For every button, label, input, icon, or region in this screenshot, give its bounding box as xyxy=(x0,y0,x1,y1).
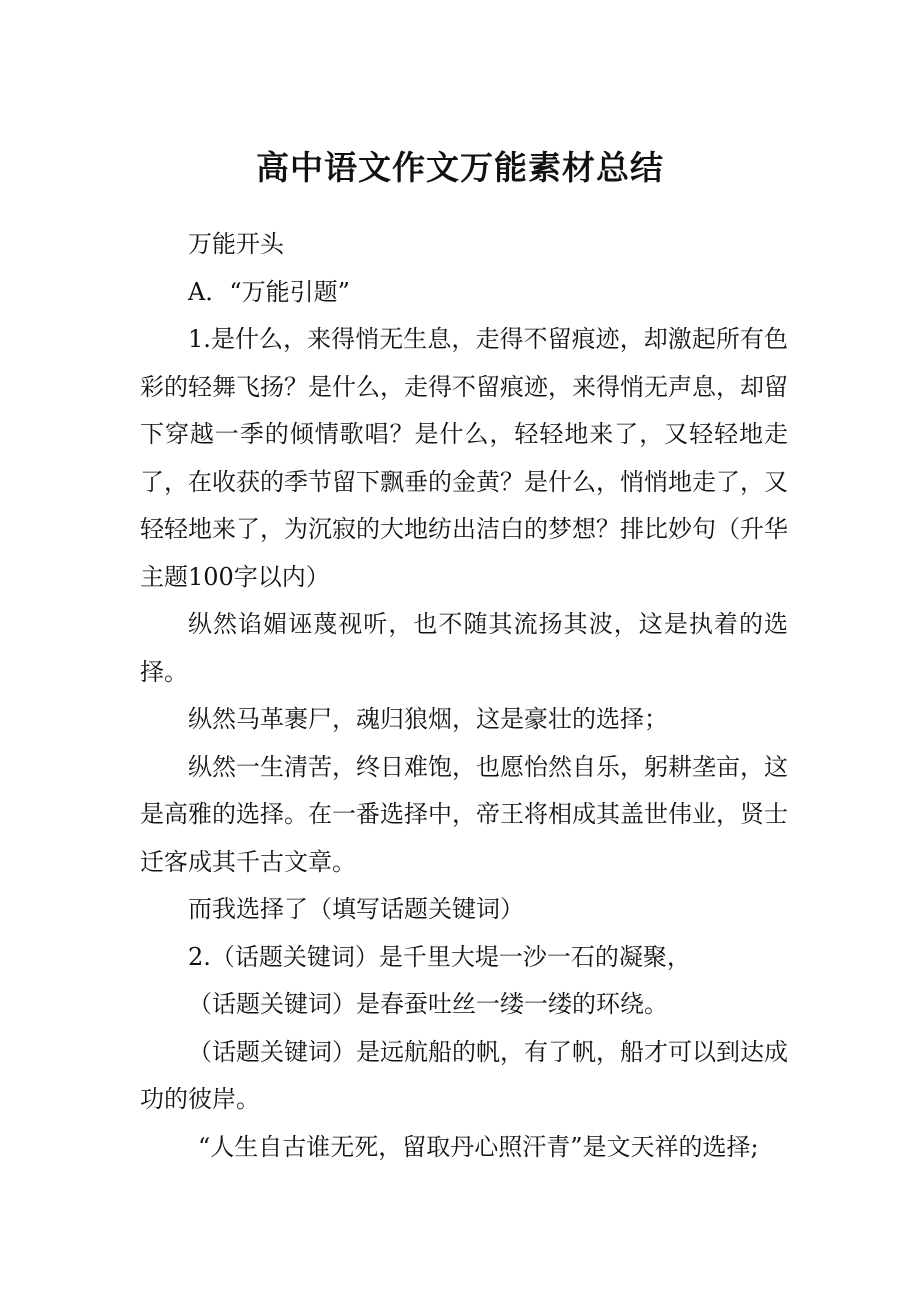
paragraph: 1.是什么，来得悄无生息，走得不留痕迹，却激起所有色彩的轻舞飞扬？是什么，走得不留痕迹，来得悄无声息，却留下穿越一季的倾情歌唱？是什么，轻轻地来了，又轻轻地走了，在收获的季节留下飘垂的金黄？是什么，悄悄地走了，又轻轻地来了，为沉寂的大地纺出洁白的梦想？排比妙句（升华主题100字以内） xyxy=(140,325,788,591)
paragraph: （话题关键词）是远航船的帆，有了帆，船才可以到达成功的彼岸。 xyxy=(140,1037,788,1113)
section-heading: 万能开头 xyxy=(188,230,284,258)
paragraph: 2.（话题关键词）是千里大堤一沙一石的凝聚， xyxy=(188,942,691,971)
document-title: 高中语文作文万能素材总结 xyxy=(256,148,664,187)
paragraph: 纵然马革裹尸，魂归狼烟，这是豪壮的选择； xyxy=(188,705,668,733)
document-body xyxy=(140,221,788,1171)
paragraph: 纵然一生清苦，终日难饱，也愿怡然自乐，躬耕垄亩，这是高雅的选择。在一番选择中，帝王将相成其盖世伟业，贤士迁客成其千古文章。 xyxy=(140,752,788,876)
subsection-heading: A．“万能引题” xyxy=(188,277,350,306)
paragraph: “人生自古谁无死，留取丹心照汗青”是文天祥的选择; xyxy=(198,1132,759,1161)
paragraph: 而我选择了（填写话题关键词） xyxy=(188,895,524,923)
paragraph: 纵然谄媚诬蔑视听，也不随其流扬其波，这是执着的选择。 xyxy=(140,610,788,686)
paragraph: （话题关键词）是春蚕吐丝一缕一缕的环绕。 xyxy=(188,990,668,1018)
